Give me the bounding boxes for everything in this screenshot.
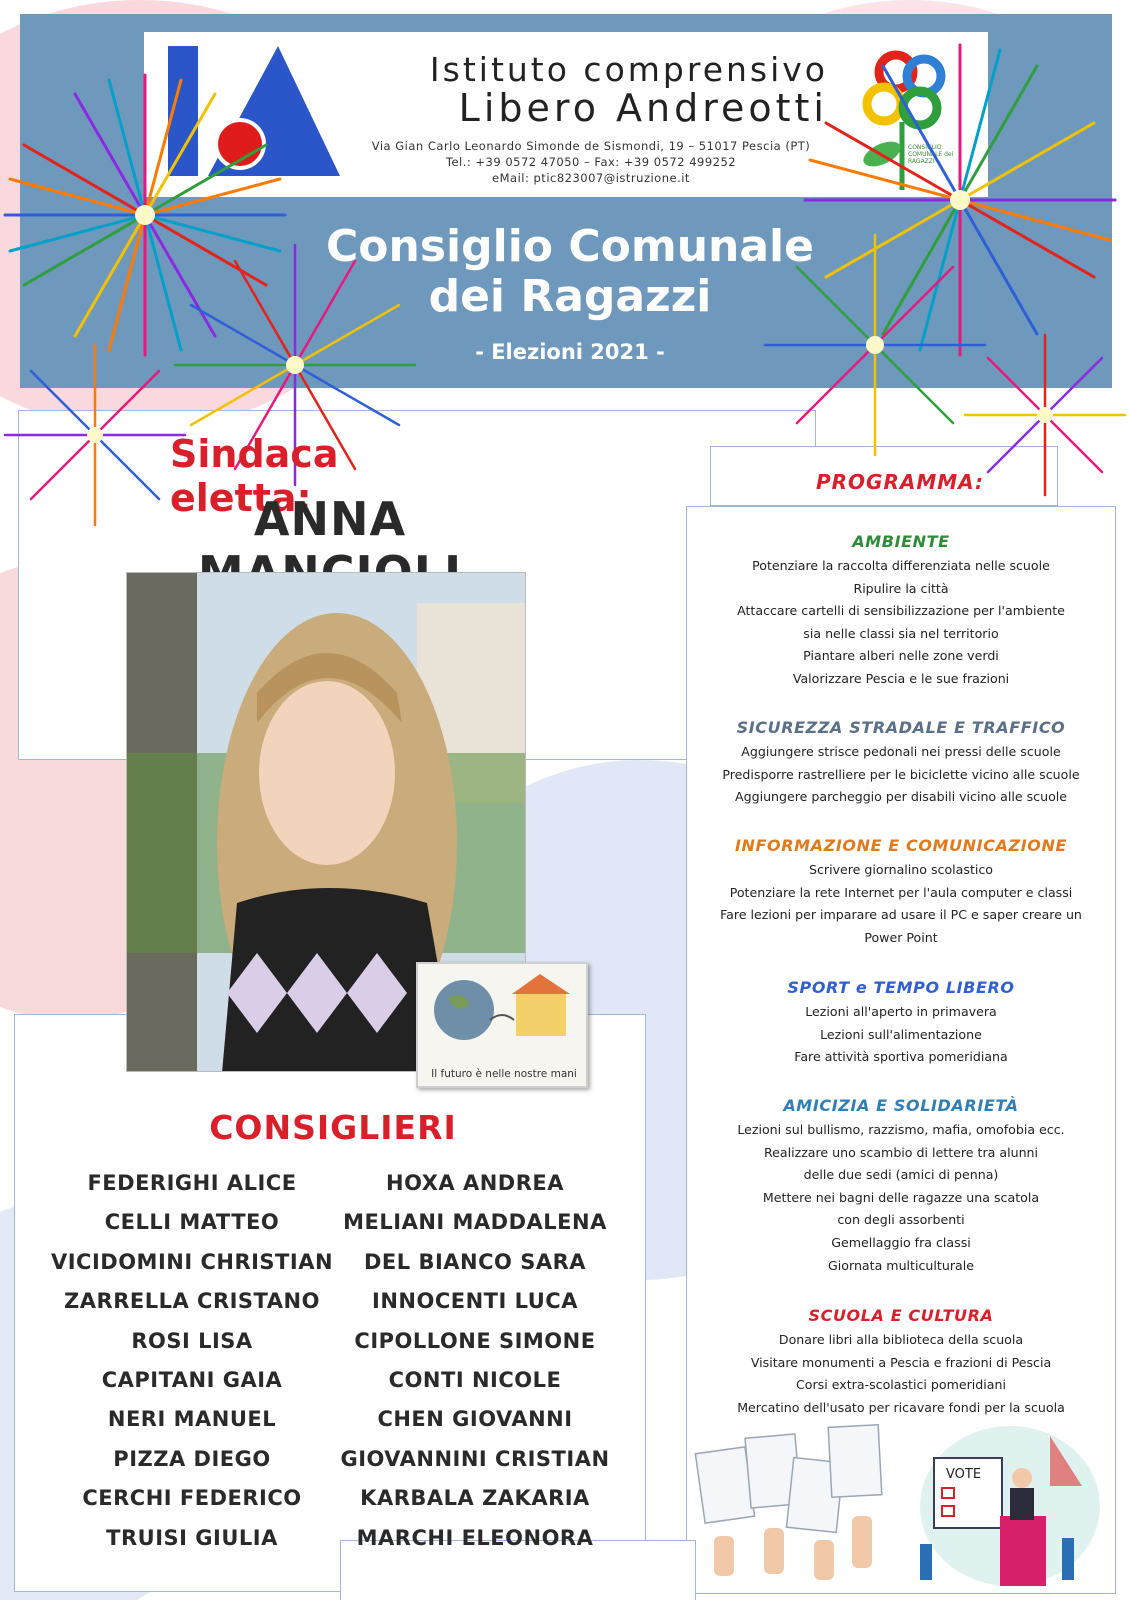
councillor-name: DEL BIANCO SARA [364,1249,586,1274]
section-line: Scrivere giornalino scolastico [808,862,994,877]
councillor-name: MARCHI ELEONORA [356,1525,594,1550]
section-line: Ripulire la città [853,580,949,596]
programme-section-scuola [700,1306,1102,1419]
section-line: Attaccare cartelli di sensibilizzazione per l'ambiente [737,603,1065,619]
section-line: Valorizzare Pescia e le sue frazioni [792,670,1010,686]
section-line: Lezioni sul bullismo, razzismo, mafia, omofobia ecc. [737,1122,1065,1137]
council-list-left [46,1164,338,1558]
slogan-image [416,962,588,1088]
councillor-name: CERCHI FEDERICO [82,1486,302,1511]
mayor-name: ANNA [253,492,407,546]
section-line: Predisporre rastrelliere per le biciclette vicino alle scuole [722,766,1080,782]
page-title-line2: dei Ragazzi [428,271,712,322]
institute-email: eMail: ptic823007@istruzione.it [492,171,690,185]
councillor-name: MELIANI MADDALENA [343,1210,607,1235]
page-title-line1: Consiglio Comunale [326,221,814,272]
section-line: Piantare alberi nelle zone verdi [803,648,999,664]
section-line: Power Point [864,929,938,945]
institute-address: Via Gian Carlo Leonardo Simonde de Sismondi, 19 – 51017 Pescia (PT) [371,139,811,153]
section-line: Corsi extra-scolastici pomeridiani [795,1377,1006,1393]
section-line: Mercatino dell'usato per ricavare fondi per la scuola [737,1399,1065,1415]
firework-decoration [760,230,990,460]
institute-name-line1: Istituto comprensivo [429,50,828,89]
councillor-name: TRUISI GIULIA [106,1525,278,1550]
mayor-label: Sindaca eletta: [170,432,339,520]
section-line: delle due sedi (amici di penna) [803,1167,999,1183]
councillor-name: VICIDOMINI CHRISTIAN [50,1249,334,1274]
vote-sign: VOTE [946,1467,982,1482]
section-line: Aggiungere strisce pedonali nei pressi delle scuole [741,744,1061,759]
institute-phone: Tel.: +39 0572 47050 – Fax: +39 0572 499252 [445,155,737,169]
section-heading: AMBIENTE [852,532,950,551]
councillor-name: CAPITANI GAIA [101,1368,283,1393]
programme-section-informazione [700,836,1102,949]
voting-illustration [690,1416,1102,1592]
institute-contacts [354,138,828,186]
councillor-name: CHEN GIOVANNI [377,1407,573,1432]
programme-section-sicurezza [700,718,1102,809]
programme-section-sport [700,978,1102,1069]
council-title: CONSIGLIERI [209,1108,457,1147]
councillor-name: KARBALA ZAKARIA [360,1486,590,1511]
section-line: Lezioni all'aperto in primavera [805,1004,997,1019]
institute-name-line2: Libero Andreotti [458,86,828,130]
councillor-name: HOXA ANDREA [386,1171,564,1195]
section-line: Mettere nei bagni delle ragazze una scatola [762,1189,1040,1205]
section-heading: SCUOLA E CULTURA [808,1306,994,1325]
section-line: Giornata multiculturale [828,1257,974,1273]
section-heading: SICUREZZA STRADALE E TRAFFICO [736,718,1066,737]
section-line: Lezioni sull'alimentazione [820,1026,982,1042]
section-heading: SPORT e TEMPO LIBERO [787,978,1015,997]
councillor-name: INNOCENTI LUCA [372,1289,578,1314]
section-heading: INFORMAZIONE E COMUNICAZIONE [734,836,1068,855]
councillor-name: CELLI MATTEO [104,1210,280,1235]
section-heading: AMICIZIA E SOLIDARIETÀ [783,1096,1019,1115]
section-line: sia nelle classi sia nel territorio [803,625,999,641]
section-line: Gemellaggio fra classi [831,1234,971,1250]
section-line: Visitare monumenti a Pescia e frazioni di Pescia [750,1354,1052,1370]
councillor-name: ZARRELLA CRISTANO [64,1289,320,1314]
section-line: Donare libri alla biblioteca della scuola [778,1332,1024,1347]
globe-and-house-illustration [418,964,586,1060]
councillor-name: FEDERIGHI ALICE [87,1171,297,1195]
section-line: Fare lezioni per imparare ad usare il PC e saper creare un [720,907,1082,923]
ccr-logo-caption: CONSIGLIO COMUNALE dei RAGAZZI [908,144,954,165]
programme-section-ambiente [700,532,1102,691]
councillor-name: CIPOLLONE SIMONE [354,1328,596,1353]
council-list-right [330,1164,620,1558]
section-line: Aggiungere parcheggio per disabili vicino alle scuole [734,789,1068,805]
section-line: Potenziare la rete Internet per l'aula computer e classi [729,884,1073,900]
slogan-caption: Il futuro è nelle nostre mani [431,1068,577,1080]
section-line: Fare attività sportiva pomeridiana [794,1049,1008,1065]
programme-section-amicizia [700,1096,1102,1277]
programme-title: PROGRAMMA: [815,470,984,494]
councillor-name: CONTI NICOLE [388,1368,562,1393]
section-line: con degli assorbenti [837,1212,965,1228]
section-line: Potenziare la raccolta differenziata nelle scuole [752,558,1050,573]
councillor-name: ROSI LISA [131,1328,253,1353]
councillor-name: NERI MANUEL [107,1407,277,1432]
councillor-name: GIOVANNINI CRISTIAN [340,1446,610,1471]
councillor-name: PIZZA DIEGO [113,1446,271,1471]
election-subtitle: - Elezioni 2021 - [475,340,665,364]
section-line: Realizzare uno scambio di lettere tra alunni [763,1144,1039,1160]
